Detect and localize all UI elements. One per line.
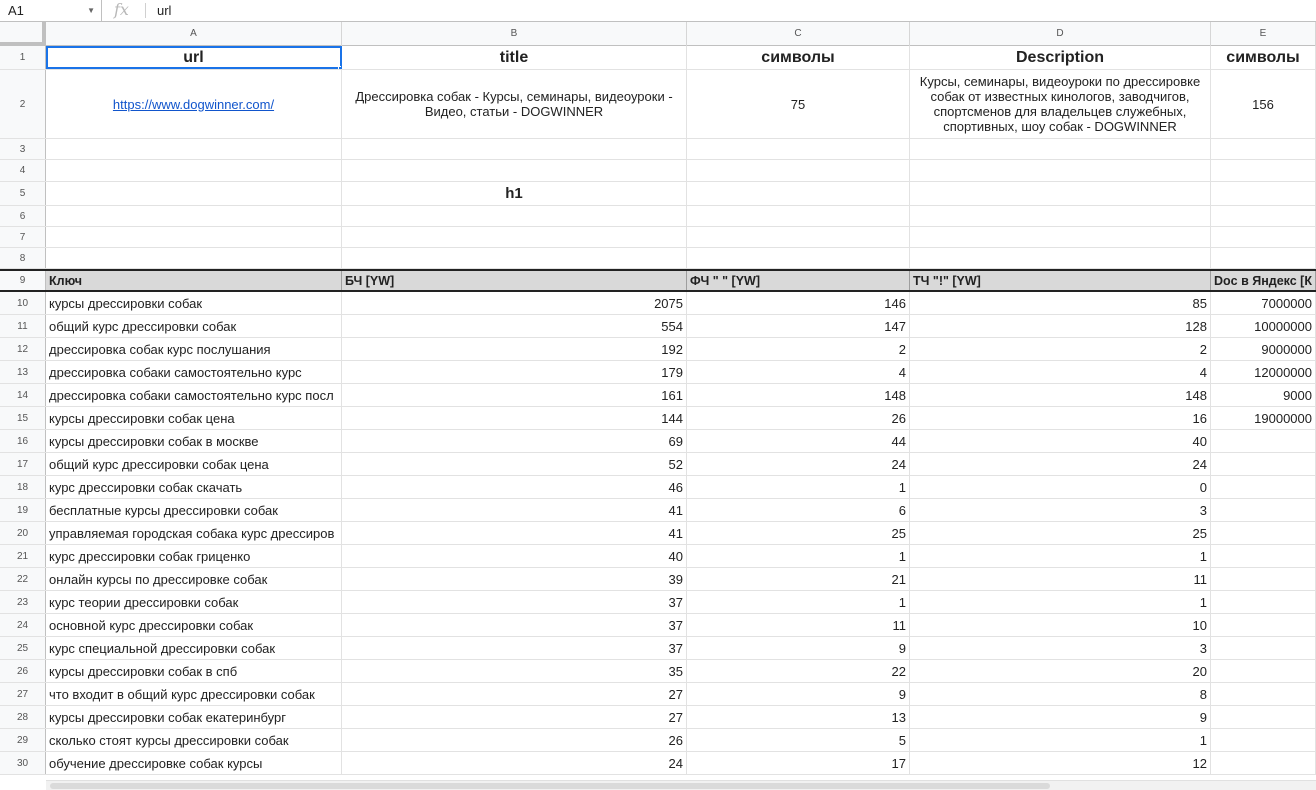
cell[interactable]: [46, 227, 342, 247]
cell-keyword[interactable]: курс специальной дрессировки собак: [46, 637, 342, 659]
cell-number[interactable]: 144: [342, 407, 687, 429]
cell-number[interactable]: 26: [342, 729, 687, 751]
cell-description-length[interactable]: 156: [1211, 70, 1316, 138]
keyword-row: [0, 476, 1316, 499]
cell-number[interactable]: [1211, 568, 1316, 590]
cell-number[interactable]: [1211, 545, 1316, 567]
chevron-down-icon[interactable]: ▼: [87, 6, 95, 15]
cell-number[interactable]: 1: [910, 591, 1211, 613]
cell-number[interactable]: 192: [342, 338, 687, 360]
cell-keyword[interactable]: дрессировка собаки самостоятельно курс посл: [46, 384, 342, 406]
cell[interactable]: [1211, 182, 1316, 205]
row-header[interactable]: 1: [0, 46, 46, 69]
cell-keyword[interactable]: дрессировка собаки самостоятельно курс: [46, 361, 342, 383]
cell[interactable]: [910, 227, 1211, 247]
name-box[interactable]: [0, 0, 102, 21]
cell-keyword[interactable]: основной курс дрессировки собак: [46, 614, 342, 636]
cell-number[interactable]: 37: [342, 637, 687, 659]
cell-number[interactable]: 1: [687, 476, 910, 498]
cell-keyword[interactable]: бесплатные курсы дрессировки собак: [46, 499, 342, 521]
sheet-row: [0, 182, 1316, 206]
cell-number[interactable]: [1211, 499, 1316, 521]
cell-keyword[interactable]: сколько стоят курсы дрессировки собак: [46, 729, 342, 751]
row-header[interactable]: 25: [0, 637, 46, 659]
cell-number[interactable]: 17: [687, 752, 910, 774]
cell-number[interactable]: [1211, 637, 1316, 659]
row-header[interactable]: 22: [0, 568, 46, 590]
cell-number[interactable]: [1211, 729, 1316, 751]
keyword-row: [0, 706, 1316, 729]
cell-number[interactable]: [1211, 706, 1316, 728]
cell-number[interactable]: 69: [342, 430, 687, 452]
cell-keyword[interactable]: дрессировка собак курс послушания: [46, 338, 342, 360]
cell-number[interactable]: 12: [910, 752, 1211, 774]
keyword-row: [0, 568, 1316, 591]
cell-number[interactable]: 24: [342, 752, 687, 774]
cell[interactable]: [342, 206, 687, 226]
function-icon: fx: [114, 0, 129, 19]
column-header-d[interactable]: D: [910, 22, 1211, 46]
cell-number[interactable]: [1211, 522, 1316, 544]
cell-number[interactable]: 40: [910, 430, 1211, 452]
cell-number[interactable]: 25: [910, 522, 1211, 544]
cell-keyword[interactable]: общий курс дрессировки собак цена: [46, 453, 342, 475]
row-header[interactable]: 17: [0, 453, 46, 475]
header-tch[interactable]: ТЧ "!" [YW]: [910, 271, 1211, 290]
header-fch[interactable]: ФЧ " " [YW]: [687, 271, 910, 290]
column-header-e[interactable]: E: [1211, 22, 1316, 46]
row-header[interactable]: 12: [0, 338, 46, 360]
sheet-grid: [0, 22, 1316, 775]
row-header[interactable]: 21: [0, 545, 46, 567]
cell-number[interactable]: 27: [342, 706, 687, 728]
cell-number[interactable]: 2: [687, 338, 910, 360]
cell-keyword[interactable]: курсы дрессировки собак екатеринбург: [46, 706, 342, 728]
cell-number[interactable]: 27: [342, 683, 687, 705]
cell-description-length-header[interactable]: символы: [1211, 46, 1316, 69]
cell-number[interactable]: 148: [687, 384, 910, 406]
cell[interactable]: [46, 160, 342, 181]
cell-title-length[interactable]: 75: [687, 70, 910, 138]
cell[interactable]: [687, 206, 910, 226]
sheet-row: [0, 46, 1316, 70]
row-header[interactable]: 16: [0, 430, 46, 452]
cell-number[interactable]: 11: [910, 568, 1211, 590]
cell-number[interactable]: 22: [687, 660, 910, 682]
row-header[interactable]: 6: [0, 206, 46, 226]
cell-number[interactable]: 5: [687, 729, 910, 751]
sheet-row: [0, 70, 1316, 139]
formula-input[interactable]: url: [157, 3, 172, 18]
cell-number[interactable]: 24: [910, 453, 1211, 475]
horizontal-scrollbar[interactable]: [46, 780, 1316, 790]
divider: [145, 3, 146, 18]
cell-url-header[interactable]: url: [46, 46, 342, 69]
cell[interactable]: [1211, 160, 1316, 181]
cell-number[interactable]: 179: [342, 361, 687, 383]
keyword-row: [0, 591, 1316, 614]
keyword-row: [0, 384, 1316, 407]
sheet-row: [0, 269, 1316, 292]
row-header[interactable]: 14: [0, 384, 46, 406]
keyword-row: [0, 315, 1316, 338]
cell-keyword[interactable]: курс теории дрессировки собак: [46, 591, 342, 613]
cell-description[interactable]: Курсы, семинары, видеоуроки по дрессировке собак от известных кинологов, заводчигов, спортсменов для владельцев служебных, спортивных, шоу собак - DOGWINNER: [910, 70, 1211, 138]
column-header-a[interactable]: A: [46, 22, 342, 46]
cell-number[interactable]: 1: [687, 545, 910, 567]
cell[interactable]: [342, 248, 687, 268]
cell[interactable]: [910, 160, 1211, 181]
cell-number[interactable]: 44: [687, 430, 910, 452]
cell[interactable]: [687, 227, 910, 247]
cell-number[interactable]: [1211, 683, 1316, 705]
cell-number[interactable]: 24: [687, 453, 910, 475]
cell[interactable]: [910, 182, 1211, 205]
cell-description-header[interactable]: Description: [910, 46, 1211, 69]
scrollbar-thumb[interactable]: [50, 783, 1050, 789]
cell-number[interactable]: 41: [342, 522, 687, 544]
row-header[interactable]: 18: [0, 476, 46, 498]
row-header[interactable]: 2: [0, 70, 46, 138]
cell[interactable]: [342, 160, 687, 181]
column-header-row: [0, 22, 1316, 46]
cell[interactable]: [910, 206, 1211, 226]
row-header[interactable]: 13: [0, 361, 46, 383]
sheet-row: [0, 160, 1316, 182]
cell-url[interactable]: [46, 70, 342, 138]
cell-number[interactable]: 40: [342, 545, 687, 567]
row-header[interactable]: 30: [0, 752, 46, 774]
cell-number[interactable]: 11: [687, 614, 910, 636]
url-link[interactable]: https://www.dogwinner.com/: [112, 96, 275, 112]
cell[interactable]: [910, 248, 1211, 268]
cell-keyword[interactable]: курсы дрессировки собак в спб: [46, 660, 342, 682]
sheet-row: [0, 248, 1316, 269]
formula-bar: [0, 0, 1316, 22]
cell-number[interactable]: 16: [910, 407, 1211, 429]
row-header[interactable]: 28: [0, 706, 46, 728]
row-header[interactable]: 8: [0, 248, 46, 268]
column-header-b[interactable]: B: [342, 22, 687, 46]
cell-number[interactable]: 6: [687, 499, 910, 521]
cell-keyword[interactable]: общий курс дрессировки собак: [46, 315, 342, 337]
cell-title-header[interactable]: title: [342, 46, 687, 69]
keyword-row: [0, 522, 1316, 545]
cell-number[interactable]: 19000000: [1211, 407, 1316, 429]
cell-keyword[interactable]: курсы дрессировки собак в москве: [46, 430, 342, 452]
cell[interactable]: [46, 248, 342, 268]
sheet-row: [0, 206, 1316, 227]
cell-number[interactable]: 1: [910, 729, 1211, 751]
cell[interactable]: [46, 182, 342, 205]
cell-number[interactable]: 10000000: [1211, 315, 1316, 337]
cell-number[interactable]: 12000000: [1211, 361, 1316, 383]
row-header[interactable]: 9: [0, 271, 46, 290]
cell-number[interactable]: 9: [687, 637, 910, 659]
cell[interactable]: [1211, 227, 1316, 247]
cell-number[interactable]: 35: [342, 660, 687, 682]
cell-number[interactable]: 3: [910, 637, 1211, 659]
cell-keyword[interactable]: курс дрессировки собак скачать: [46, 476, 342, 498]
cell-number[interactable]: [1211, 660, 1316, 682]
cell[interactable]: [1211, 206, 1316, 226]
cell-number[interactable]: [1211, 591, 1316, 613]
cell[interactable]: [687, 182, 910, 205]
cell-number[interactable]: 4: [910, 361, 1211, 383]
row-header[interactable]: 24: [0, 614, 46, 636]
cell-keyword[interactable]: что входит в общий курс дрессировки собак: [46, 683, 342, 705]
cell-title[interactable]: Дрессировка собак - Курсы, семинары, видеоуроки - Видео, статьи - DOGWINNER: [342, 70, 687, 138]
cell-number[interactable]: 1: [910, 545, 1211, 567]
cell-number[interactable]: [1211, 476, 1316, 498]
cell-number[interactable]: [1211, 614, 1316, 636]
cell-number[interactable]: 21: [687, 568, 910, 590]
keyword-row: [0, 729, 1316, 752]
cell-number[interactable]: 37: [342, 591, 687, 613]
row-header[interactable]: 10: [0, 292, 46, 314]
header-doc-yandex[interactable]: Doc в Яндекс [К: [1211, 271, 1316, 290]
cell-keyword[interactable]: курс дрессировки собак гриценко: [46, 545, 342, 567]
cell-number[interactable]: 554: [342, 315, 687, 337]
row-header[interactable]: 27: [0, 683, 46, 705]
cell-number[interactable]: 9: [910, 706, 1211, 728]
keyword-row: [0, 407, 1316, 430]
keyword-row: [0, 453, 1316, 476]
cell[interactable]: [910, 139, 1211, 159]
cell-number[interactable]: 26: [687, 407, 910, 429]
sheet-row: [0, 139, 1316, 160]
keyword-row: [0, 752, 1316, 775]
row-header[interactable]: 23: [0, 591, 46, 613]
cell-number[interactable]: [1211, 752, 1316, 774]
cell[interactable]: [687, 248, 910, 268]
sheet-row: [0, 227, 1316, 248]
row-header[interactable]: 4: [0, 160, 46, 181]
cell-number[interactable]: [1211, 430, 1316, 452]
cell-number[interactable]: 9: [687, 683, 910, 705]
cell-number[interactable]: 7000000: [1211, 292, 1316, 314]
row-header[interactable]: 19: [0, 499, 46, 521]
cell[interactable]: [1211, 139, 1316, 159]
row-header[interactable]: 3: [0, 139, 46, 159]
cell-reference: A1: [8, 3, 24, 18]
row-header[interactable]: 5: [0, 182, 46, 205]
keyword-row: [0, 430, 1316, 453]
cell[interactable]: [342, 139, 687, 159]
keyword-row: [0, 361, 1316, 384]
column-header-c[interactable]: C: [687, 22, 910, 46]
cell-keyword[interactable]: обучение дрессировке собак курсы: [46, 752, 342, 774]
cell-number[interactable]: 3: [910, 499, 1211, 521]
cell-number[interactable]: 148: [910, 384, 1211, 406]
cell-number[interactable]: 2075: [342, 292, 687, 314]
cell-number[interactable]: 146: [687, 292, 910, 314]
cell-number[interactable]: 39: [342, 568, 687, 590]
cell-number[interactable]: 85: [910, 292, 1211, 314]
cell[interactable]: [687, 139, 910, 159]
cell[interactable]: [1211, 248, 1316, 268]
cell-number[interactable]: 10: [910, 614, 1211, 636]
row-header[interactable]: 15: [0, 407, 46, 429]
cell[interactable]: [342, 227, 687, 247]
cell-number[interactable]: 25: [687, 522, 910, 544]
cell-number[interactable]: 52: [342, 453, 687, 475]
cell[interactable]: [687, 160, 910, 181]
cell-keyword[interactable]: курсы дрессировки собак: [46, 292, 342, 314]
cell-number[interactable]: 128: [910, 315, 1211, 337]
cell-number[interactable]: 2: [910, 338, 1211, 360]
cell-title-length-header[interactable]: символы: [687, 46, 910, 69]
header-bch[interactable]: БЧ [YW]: [342, 271, 687, 290]
cell-number[interactable]: 37: [342, 614, 687, 636]
row-header[interactable]: 29: [0, 729, 46, 751]
select-all-corner[interactable]: [0, 22, 46, 46]
keyword-row: [0, 660, 1316, 683]
cell-keyword[interactable]: управляемая городская собака курс дрессиров: [46, 522, 342, 544]
cell-keyword[interactable]: курсы дрессировки собак цена: [46, 407, 342, 429]
row-header[interactable]: 20: [0, 522, 46, 544]
keyword-row: [0, 637, 1316, 660]
cell[interactable]: [46, 139, 342, 159]
cell-number[interactable]: 46: [342, 476, 687, 498]
keyword-row: [0, 683, 1316, 706]
row-header[interactable]: 11: [0, 315, 46, 337]
keyword-row: [0, 292, 1316, 315]
header-keyword[interactable]: Ключ: [46, 271, 342, 290]
cell-number[interactable]: [1211, 453, 1316, 475]
keyword-row: [0, 499, 1316, 522]
cell-number[interactable]: 9000: [1211, 384, 1316, 406]
cell-number[interactable]: 41: [342, 499, 687, 521]
cell-number[interactable]: 13: [687, 706, 910, 728]
cell-number[interactable]: 9000000: [1211, 338, 1316, 360]
cell-number[interactable]: 0: [910, 476, 1211, 498]
cell-number[interactable]: 147: [687, 315, 910, 337]
keyword-row: [0, 338, 1316, 361]
cell-number[interactable]: 161: [342, 384, 687, 406]
cell-h1-label[interactable]: h1: [342, 182, 687, 205]
row-header[interactable]: 26: [0, 660, 46, 682]
keyword-row: [0, 614, 1316, 637]
cell-number[interactable]: 8: [910, 683, 1211, 705]
keyword-row: [0, 545, 1316, 568]
cell-number[interactable]: 20: [910, 660, 1211, 682]
cell-number[interactable]: 1: [687, 591, 910, 613]
cell-keyword[interactable]: онлайн курсы по дрессировке собак: [46, 568, 342, 590]
row-header[interactable]: 7: [0, 227, 46, 247]
cell-number[interactable]: 4: [687, 361, 910, 383]
cell[interactable]: [46, 206, 342, 226]
